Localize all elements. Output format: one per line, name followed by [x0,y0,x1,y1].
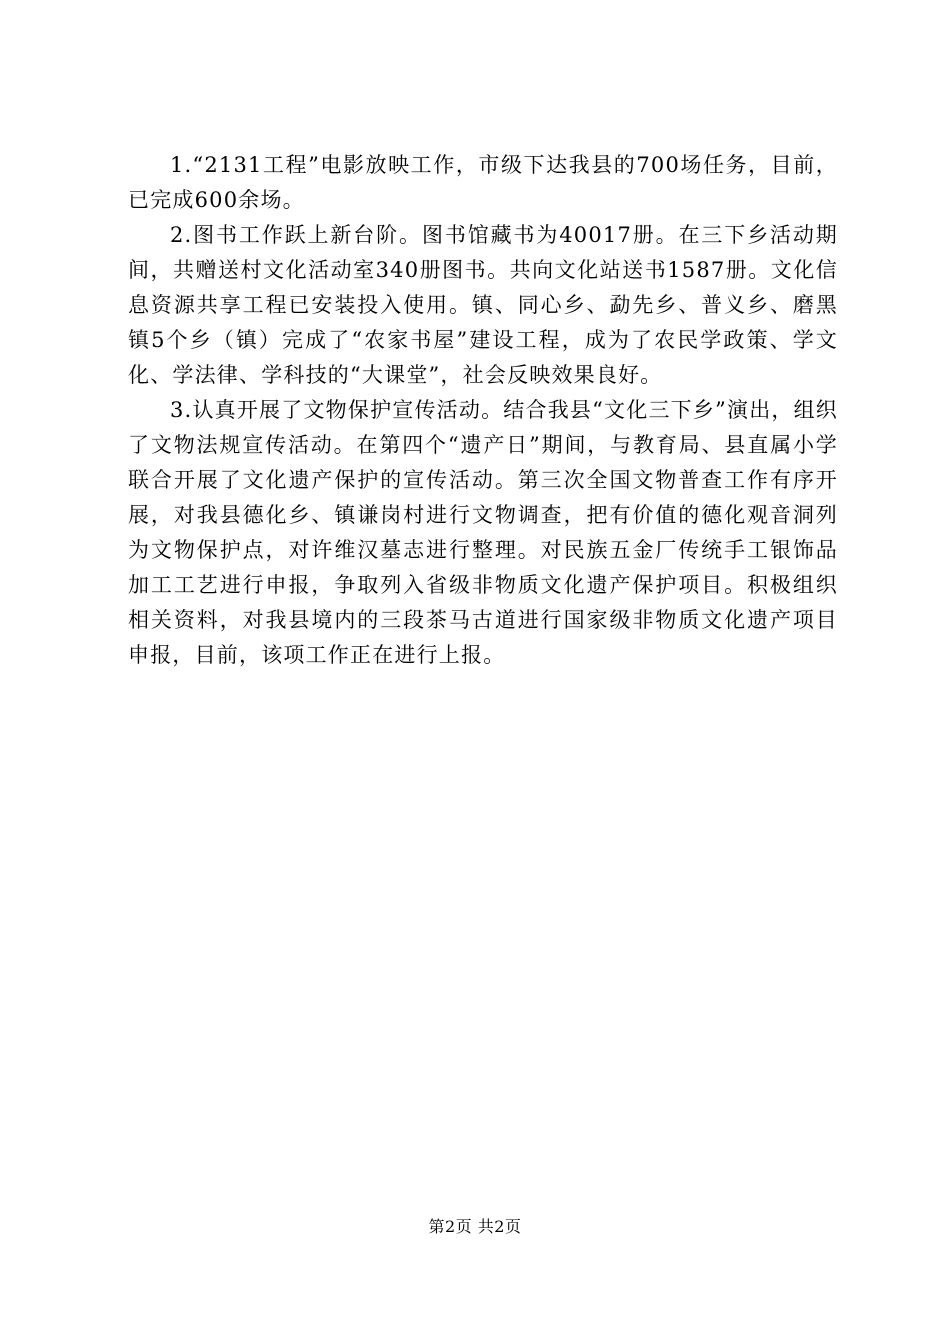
paragraph-heritage-protection: 3.认真开展了文物保护宣传活动。结合我县“文化三下乡”演出，组织了文物法规宣传活动。在第四个“遗产日”期间，与教育局、县直属小学联合开展了文化遗产保护的宣传活动。第三次全国文物普查工作有序开展，对我县德化乡、镇谦岗村进行文物调查，把有价值的德化观音洞列为文物保护点，对许维汉墓志进行整理。对民族五金厂传统手工银饰品加工工艺进行申报，争取列入省级非物质文化遗产保护项目。积极组织相关资料，对我县境内的三段茶马古道进行国家级非物质文化遗产项目申报，目前，该项工作正在进行上报。 [128,398,838,667]
paragraph-film-screening: 1.“2131工程”电影放映工作，市级下达我县的700场任务，目前，已完成600余场。 [128,153,838,212]
page-footer: 第2页 共2页 [428,1217,522,1236]
document-body [128,148,838,673]
paragraph-library-work: 2.图书工作跃上新台阶。图书馆藏书为40017册。在三下乡活动期间，共赠送村文化活动室340册图书。共向文化站送书1587册。文化信息资源共享工程已安装投入使用。镇、同心乡、勐先乡、普义乡、磨黑镇5个乡（镇）完成了“农家书屋”建设工程，成为了农民学政策、学文化、学法律、学科技的“大课堂”，社会反映效果良好。 [128,223,838,387]
